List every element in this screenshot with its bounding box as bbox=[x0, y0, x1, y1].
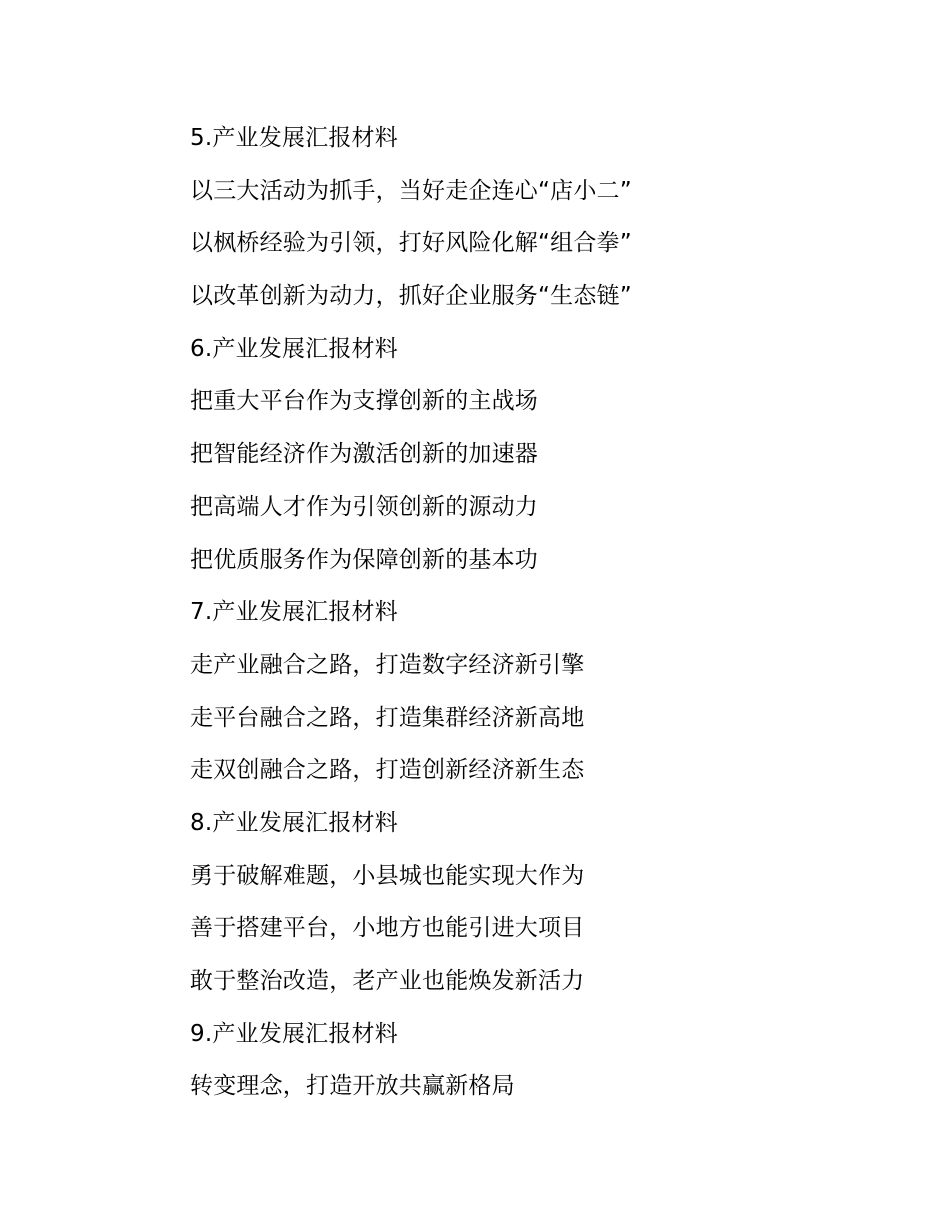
section-heading-8: 8.产业发展汇报材料 bbox=[190, 809, 398, 836]
text-line: 把重大平台作为支撑创新的主战场 bbox=[190, 388, 538, 415]
text-line: 把优质服务作为保障创新的基本功 bbox=[190, 546, 538, 573]
text-line: 以枫桥经验为引领，打好风险化解“组合拳” bbox=[190, 230, 632, 257]
text-line: 善于搭建平台，小地方也能引进大项目 bbox=[190, 915, 585, 942]
text-line: 以改革创新为动力，抓好企业服务“生态链” bbox=[190, 283, 632, 310]
text-line: 走平台融合之路，打造集群经济新高地 bbox=[190, 704, 585, 731]
text-line: 走产业融合之路，打造数字经济新引擎 bbox=[190, 651, 585, 678]
section-heading-7: 7.产业发展汇报材料 bbox=[190, 599, 398, 626]
text-line: 以三大活动为抓手，当好走企连心“店小二” bbox=[190, 177, 632, 204]
text-line: 转变理念，打造开放共赢新格局 bbox=[190, 1073, 515, 1100]
section-heading-6: 6.产业发展汇报材料 bbox=[190, 335, 398, 362]
document-body bbox=[190, 112, 830, 1113]
text-line: 把智能经济作为激活创新的加速器 bbox=[190, 441, 538, 468]
text-line: 敢于整治改造，老产业也能焕发新活力 bbox=[190, 968, 585, 994]
text-line: 走双创融合之路，打造创新经济新生态 bbox=[190, 757, 585, 784]
text-line: 把高端人才作为引领创新的源动力 bbox=[190, 493, 538, 520]
text-line: 勇于破解难题，小县城也能实现大作为 bbox=[190, 862, 585, 889]
section-heading-9: 9.产业发展汇报材料 bbox=[190, 1020, 398, 1047]
section-heading-5: 5.产业发展汇报材料 bbox=[190, 125, 398, 151]
